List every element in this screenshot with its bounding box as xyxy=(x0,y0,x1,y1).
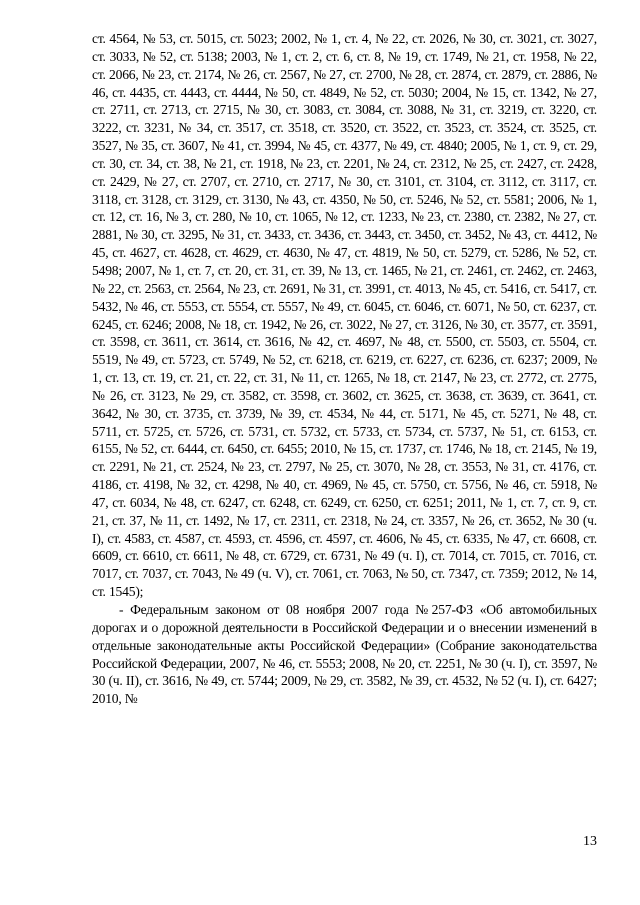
federal-law-paragraph: - Федеральным законом от 08 ноября 2007 года №257-ФЗ «Об автомобильных дорогах и о дорожной деятельности в Российской Федерации и о внесении изменений в отдельные законодательные акты Российской Федерации» (Собрание законодательства Российской Федерации, 2007, № 46, ст. 5553; 2008, № 20, ст. 2251, № 30 (ч. I), ст. 3597, № 30 (ч. II), ст. 3616, № 49, ст. 5744; 2009, № 29, ст. 3582, № 39, ст. 4532, № 52 (ч. I), ст. 6427; 2010, № xyxy=(92,602,597,707)
page-number: 13 xyxy=(583,834,597,849)
legislation-citations-paragraph: ст. 4564, № 53, ст. 5015, ст. 5023; 2002, № 1, ст. 4, № 22, ст. 2026, № 30, ст. 3021, ст. 3027, ст. 3033, № 52, ст. 5138; 2003, № 1, ст. 2, ст. 6, ст. 8, № 19, ст. 1749, № 21, ст. 1958, № 22, ст. 2066, № 23, ст. 2174, № 26, ст. 2567, № 27, ст. 2700, № 28, ст. 2874, ст. 2879, ст. 2886, № 46, ст. 4435, ст. 4443, ст. 4444, № 50, ст. 4849, № 52, ст. 5030; 2004, № 15, ст. 1342, № 27, ст. 2711, ст. 2713, ст. 2715, № 30, ст. 3083, ст. 3084, ст. 3088, № 31, ст. 3219, ст. 3220, ст. 3222, ст. 3231, № 34, ст. 3517, ст. 3518, ст. 3520, ст. 3522, ст. 3523, ст. 3524, ст. 3525, ст. 3527, № 35, ст. 3607, № 41, ст. 3994, № 45, ст. 4377, № 49, ст. 4840; 2005, № 1, ст. 9, ст. 29, ст. 30, ст. 34, ст. 38, № 21, ст. 1918, № 23, ст. 2201, № 24, ст. 2312, № 25, ст. 2427, ст. 2428, ст. 2429, № 27, ст. 2707, ст. 2710, ст. 2717, № 30, ст. 3101, ст. 3104, ст. 3112, ст. 3117, ст. 3118, ст. 3128, ст. 3129, ст. 3130, № 43, ст. 4350, № 50, ст. 5246, № 52, ст. 5581; 2006, № 1, ст. 12, ст. 16, № 3, ст. 280, № 10, ст. 1065, № 12, ст. 1233, № 23, ст. 2380, ст. 2382, № 27, ст. 2881, № 30, ст. 3295, № 31, ст. 3433, ст. 3436, ст. 3443, ст. 3450, ст. 3452, № 43, ст. 4412, № 45, ст. 4627, ст. 4628, ст. 4629, ст. 4630, № 47, ст. 4819, № 50, ст. 5279, ст. 5286, № 52, ст. 5498; 2007, № 1, ст. 7, ст. 20, ст. 31, ст. 39, № 13, ст. 1465, № 21, ст. 2461, ст. 2462, ст. 2463, № 22, ст. 2563, ст. 2564, № 23, ст. 2691, № 31, ст. 3991, ст. 4013, № 45, ст. 5416, ст. 5417, ст. 5432, № 46, ст. 5553, ст. 5554, ст. 5557, № 49, ст. 6045, ст. 6046, ст. 6071, № 50, ст. 6237, ст. 6245, ст. 6246; 2008, № 18, ст. 1942, № 26, ст. 3022, № 27, ст. 3126, № 30, ст. 3577, ст. 3591, ст. 3598, ст. 3611, ст. 3614, ст. 3616, № 42, ст. 4697, № 48, ст. 5500, ст. 5503, ст. 5504, ст. 5519, № 49, ст. 5723, ст. 5749, № 52, ст. 6218, ст. 6219, ст. 6227, ст. 6236, ст. 6237; 2009, № 1, ст. 13, ст. 19, ст. 21, ст. 22, ст. 31, № 11, ст. 1265, № 18, ст. 2147, № 23, ст. 2772, ст. 2775, № 26, ст. 3123, № 29, ст. 3582, ст. 3598, ст. 3602, ст. 3625, ст. 3638, ст. 3639, ст. 3641, ст. 3642, № 30, ст. 3735, ст. 3739, № 39, ст. 4534, № 44, ст. 5171, № 45, ст. 5271, № 48, ст. 5711, ст. 5725, ст. 5726, ст. 5731, ст. 5732, ст. 5733, ст. 5734, ст. 5737, № 51, ст. 6153, ст. 6155, № 52, ст. 6444, ст. 6450, ст. 6455; 2010, № 15, ст. 1737, ст. 1746, № 18, ст. 2145, № 19, ст. 2291, № 21, ст. 2524, № 23, ст. 2797, № 25, ст. 3070, № 28, ст. 3553, № 31, ст. 4176, ст. 4186, ст. 4198, № 32, ст. 4298, № 40, ст. 4969, № 45, ст. 5750, ст. 5756, № 46, ст. 5918, № 47, ст. 6034, № 48, ст. 6247, ст. 6248, ст. 6249, ст. 6250, ст. 6251; 2011, № 1, ст. 7, ст. 9, ст. 21, ст. 37, № 11, ст. 1492, № 17, ст. 2311, ст. 2318, № 24, ст. 3357, № 26, ст. 3652, № 30 (ч. I), ст. 4583, ст. 4587, ст. 4593, ст. 4596, ст. 4597, ст. 4606, № 45, ст. 6335, № 47, ст. 6608, ст. 6609, ст. 6610, ст. 6611, № 48, ст. 6729, ст. 6731, № 49 (ч. I), ст. 7014, ст. 7015, ст. 7016, ст. 7017, ст. 7037, ст. 7043, № 49 (ч. V), ст. 7061, ст. 7063, № 50, ст. 7347, ст. 7359; 2012, № 14, ст. 1545); xyxy=(92,31,597,600)
page-body xyxy=(92,30,597,708)
